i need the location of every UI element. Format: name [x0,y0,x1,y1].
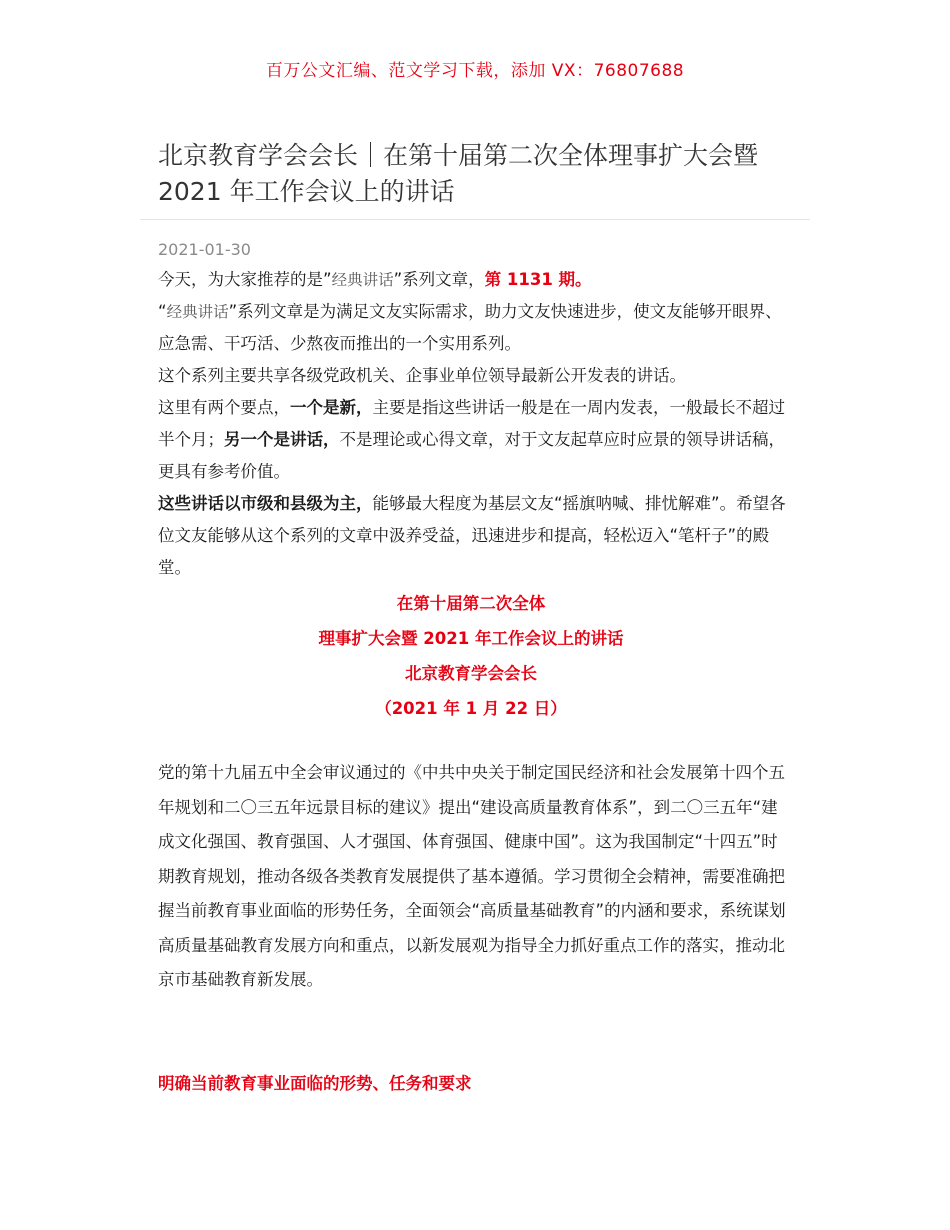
speech-header [158,586,784,726]
intro-p4-text-d: 不是理论或心得文章，对于文友起草应时应景的领导讲话稿，更具有参考价值。 [158,430,785,481]
intro-paragraph-2 [158,296,794,360]
intro-p2-text-a: “ [158,302,167,321]
intro-p1-text-b: ”系列文章， [393,270,485,289]
speech-speaker: 北京教育学会会长 [405,664,537,683]
focus-bold: 这些讲话以市级和县级为主， [158,494,373,513]
intro-p5-text-c: 能够最大程度为基层文友“摇旗呐喊、排忧解难”。希望各位文友能够从这个系列的文章中汲养受益，迅速进步和提高，轻松迈入“笔杆子”的殿堂。 [158,494,786,577]
series-name: 经典讲话 [331,271,394,289]
section-heading: 明确当前教育事业面临的形势、任务和要求 [158,1074,472,1093]
intro-section [158,264,794,584]
intro-p2-text-b: ”系列文章是为满足文友实际需求，助力文友快速进步，使文友能够开眼界、应急需、干巧活、少熬夜而推出的一个实用系列。 [158,302,782,353]
intro-p4-text-c: 主要是指这些讲话一般是在一周内发表，一般最长不超过半个月； [158,398,785,449]
intro-p1-text-a: 今天，为大家推荐的是” [158,270,332,289]
speech-title-line-2: 理事扩大会暨 2021 年工作会议上的讲话 [318,629,624,648]
intro-paragraph-1 [158,264,794,296]
intro-paragraph-4 [158,392,794,488]
point-two-bold: 另一个是讲话， [224,430,340,449]
intro-p4-text-a: 这里有两个要点， [158,398,290,417]
title-divider [140,219,810,220]
issue-number: 第 1131 期。 [484,270,592,289]
body-paragraph-1: 党的第十九届五中全会审议通过的《中共中央关于制定国民经济和社会发展第十四个五年规划和二〇三五年远景目标的建议》提出“建设高质量教育体系”，到二〇三五年“建成文化强国、教育强国、人才强国、体育强国、健康中国”。这为我国制定“十四五”时期教育规划，推动各级各类教育发展提供了基本遵循。学习贯彻全会精神，需要准确把握当前教育事业面临的形势任务，全面领会“高质量基础教育”的内涵和要求，系统谋划高质量基础教育发展方向和重点，以新发展观为指导全力抓好重点工作的落实，推动北京市基础教育新发展。 [158,763,786,989]
article-title: 北京教育学会会长｜在第十届第二次全体理事扩大会暨2021 年工作会议上的讲话 [158,141,759,206]
series-name-2: 经典讲话 [166,303,229,321]
intro-paragraph-5 [158,488,794,584]
promo-banner: 百万公文汇编、范文学习下载，添加 VX：76807688 [265,61,685,81]
point-one-bold: 一个是新， [290,398,373,417]
publish-date: 2021-01-30 [158,240,251,259]
speech-title-line-1: 在第十届第二次全体 [396,594,546,613]
intro-paragraph-3: 这个系列主要共享各级党政机关、企事业单位领导最新公开发表的讲话。 [158,366,686,385]
speech-date: （2021 年 1 月 22 日） [375,699,567,718]
